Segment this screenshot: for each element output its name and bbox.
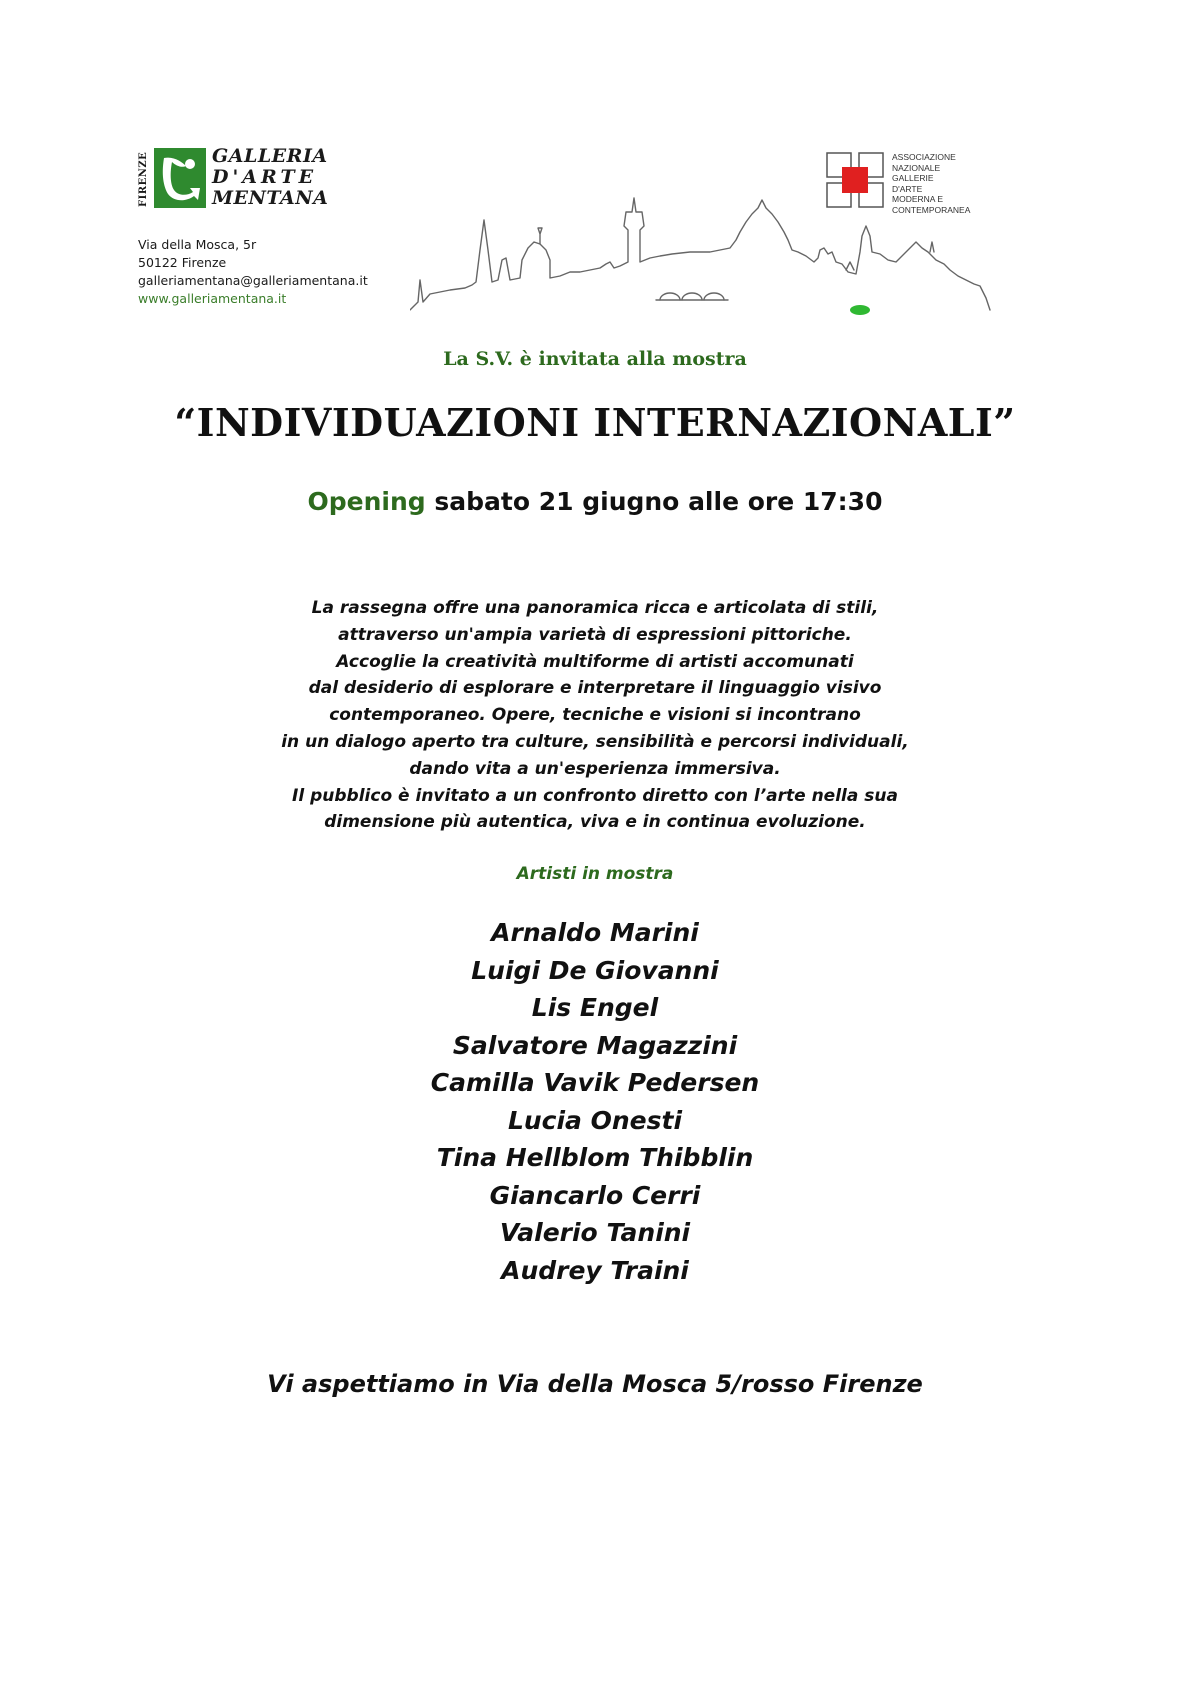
association-name-line: CONTEMPORANEA bbox=[892, 204, 971, 215]
association-name-line: GALLERIE bbox=[892, 173, 934, 184]
artist-name: Lucia Onesti bbox=[507, 1105, 683, 1135]
opening-label: Opening bbox=[307, 487, 426, 516]
artist-name: Audrey Traini bbox=[501, 1255, 689, 1285]
invitation-intro: La S.V. è invitata alla mostra bbox=[443, 348, 747, 370]
description-line: dimensione più autentica, viva e in continua evoluzione. bbox=[324, 812, 866, 833]
opening-line bbox=[0, 487, 1190, 516]
closing-line: Vi aspettiamo in Via della Mosca 5/rosso Firenze bbox=[267, 1370, 923, 1398]
exhibition-description bbox=[0, 595, 1190, 836]
description-line: Accoglie la creatività multiforme di artisti accomunati bbox=[336, 651, 854, 672]
description-line: Il pubblico è invitato a un confronto diretto con l’arte nella sua bbox=[292, 785, 898, 806]
artist-name: Giancarlo Cerri bbox=[489, 1180, 701, 1210]
description-line: attraverso un'ampia varietà di espressioni pittoriche. bbox=[338, 624, 852, 645]
artists-heading: Artisti in mostra bbox=[516, 864, 674, 884]
artist-name: Lis Engel bbox=[531, 993, 659, 1022]
association-name-line: MODERNA E bbox=[892, 194, 944, 205]
opening-date: sabato 21 giugno alle ore 17:30 bbox=[434, 487, 883, 516]
gallery-name-line: D'ARTE bbox=[212, 166, 318, 188]
artists-list bbox=[0, 914, 1190, 1289]
description-line: in un dialogo aperto tra culture, sensibilità e percorsi individuali, bbox=[281, 731, 909, 752]
letterhead bbox=[0, 0, 1190, 330]
artist-name: Tina Hellblom Thibblin bbox=[436, 1143, 754, 1172]
artist-name: Camilla Vavik Pedersen bbox=[430, 1068, 760, 1097]
logo-city-text: FIRENZE bbox=[138, 151, 149, 207]
gallery-name-line: GALLERIA bbox=[212, 145, 328, 167]
association-name-line: NAZIONALE bbox=[892, 162, 941, 173]
artist-name: Salvatore Magazzini bbox=[452, 1030, 738, 1060]
address-email[interactable]: galleriamentana@galleriamentana.it bbox=[138, 273, 368, 288]
florence-skyline-illustration bbox=[410, 190, 1040, 320]
description-line: dal desiderio di esplorare e interpretare il linguaggio visivo bbox=[308, 678, 882, 699]
exhibition-title: “INDIVIDUAZIONI INTERNAZIONALI” bbox=[174, 400, 1016, 445]
address-street: Via della Mosca, 5r bbox=[138, 237, 257, 252]
gallery-logo-mark-icon bbox=[154, 148, 206, 208]
association-name-line: ASSOCIAZIONE bbox=[892, 152, 956, 162]
artist-name: Valerio Tanini bbox=[499, 1218, 691, 1247]
address-website[interactable]: www.galleriamentana.it bbox=[138, 291, 287, 306]
association-name-line: D'ARTE bbox=[892, 183, 923, 194]
description-line: contemporaneo. Opere, tecniche e visioni si incontrano bbox=[329, 705, 861, 726]
gallery-name-line: MENTANA bbox=[212, 187, 329, 209]
gallery-name bbox=[212, 146, 328, 209]
description-line: dando vita a un'esperienza immersiva. bbox=[409, 758, 781, 779]
artist-name: Arnaldo Marini bbox=[491, 918, 699, 947]
gallery-logo bbox=[138, 146, 338, 212]
artist-name: Luigi De Giovanni bbox=[471, 955, 719, 985]
gallery-address bbox=[138, 236, 368, 308]
address-city: 50122 Firenze bbox=[138, 255, 227, 270]
description-line: La rassegna offre una panoramica ricca e articolata di stili, bbox=[311, 598, 879, 618]
